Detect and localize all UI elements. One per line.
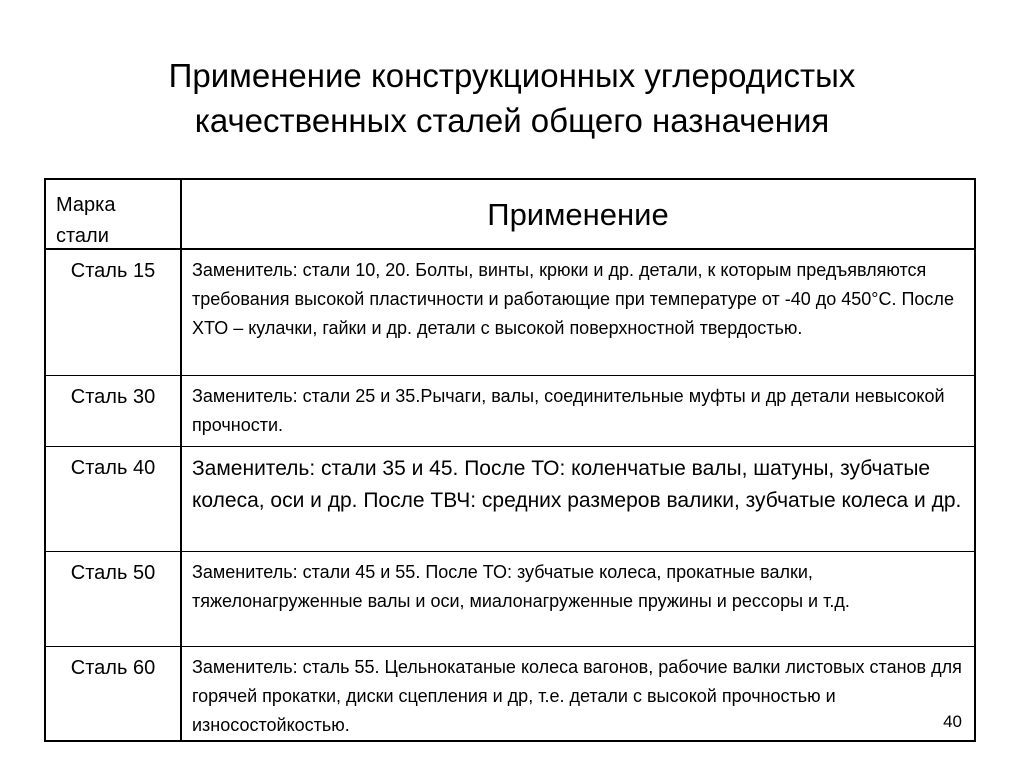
application-column-header <box>181 179 975 249</box>
steel-grade-cell: Сталь 40 <box>70 456 156 479</box>
application-cell: Заменитель: стали 35 и 45. После ТО: коленчатые валы, шатуны, зубчатые колеса, оси и др. После ТВЧ: средних размеров валики, зубчатые колеса и др. <box>192 456 962 512</box>
table-row <box>45 646 975 741</box>
table-row <box>45 551 975 646</box>
grade-header-line-2: стали <box>56 225 109 247</box>
table-row <box>45 249 975 375</box>
application-cell: Заменитель: стали 25 и 35.Рычаги, валы, соединительные муфты и др детали невысокой прочности. <box>192 385 945 435</box>
slide-title-line-2: качественных сталей общего назначения <box>194 102 830 139</box>
table-row <box>45 375 975 446</box>
table-row <box>45 446 975 551</box>
application-cell: Заменитель: стали 10, 20. Болты, винты, крюки и др. детали, к которым предъявляются требования высокой пластичности и работающие при температуре от -40 до 450°С. После ХТО – кулачки, гайки и др. детали с высокой поверхностной твердостью. <box>192 260 954 338</box>
steel-grade-cell: Сталь 50 <box>70 561 156 584</box>
table-header-row <box>45 179 975 249</box>
application-cell: Заменитель: сталь 55. Цельнокатаные колеса вагонов, рабочие валки листовых станов для горячей прокатки, диски сцепления и др, т.е. детали с высокой прочностью и износостойкостью. <box>192 656 962 735</box>
steel-application-table <box>44 178 976 742</box>
application-header-label: Применение <box>487 197 669 232</box>
steel-grade-cell: Сталь 30 <box>70 385 156 408</box>
slide-title-line-1: Применение конструкционных углеродистых <box>168 57 856 94</box>
grade-column-header <box>45 179 181 249</box>
steel-grade-cell: Сталь 15 <box>70 260 156 282</box>
slide-page-number: 40 <box>943 712 962 731</box>
application-cell: Заменитель: стали 45 и 55. После ТО: зубчатые колеса, прокатные валки, тяжелонагруженные валы и оси, миалонагруженные пружины и рессоры и т.д. <box>192 561 850 611</box>
grade-header-line-1: Марка <box>56 194 116 216</box>
slide-title <box>0 53 1024 143</box>
steel-grade-cell: Сталь 60 <box>70 656 156 679</box>
